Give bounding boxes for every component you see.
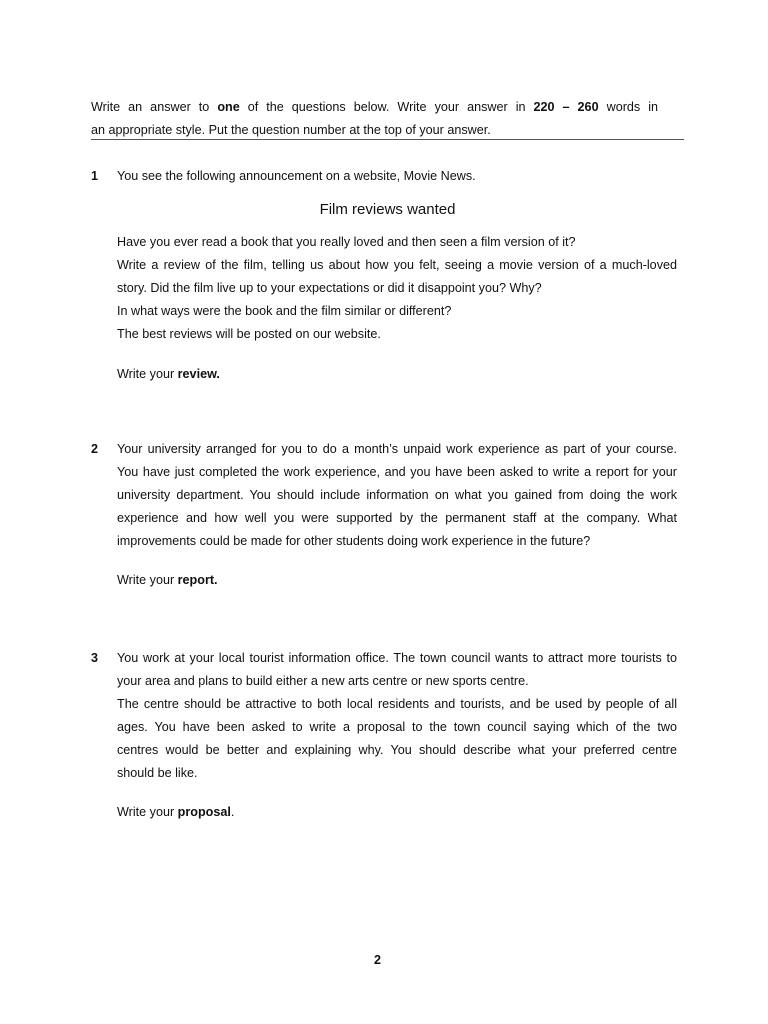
question-3-task-line	[117, 801, 677, 824]
task-type-report: report.	[177, 573, 218, 587]
question-3-body	[117, 647, 677, 785]
question-1-line: Have you ever read a book that you really loved and then seen a film version of it?	[117, 235, 576, 249]
instructions-emphasis-one: one	[217, 100, 240, 114]
question-1-line: The best reviews will be posted on our website.	[117, 327, 381, 341]
question-1-number: 1	[91, 169, 99, 183]
question-2-line: experience and how well you were supported by the permanent staff at the company. What	[117, 511, 677, 525]
question-2-task-line	[117, 569, 677, 592]
instructions-text: Write an answer to	[91, 100, 210, 114]
task-suffix: .	[230, 805, 235, 819]
question-3-line: your area and plans to build either a new arts centre or new sports centre.	[117, 674, 529, 688]
question-1-intro-text: You see the following announcement on a website, Movie News.	[117, 169, 476, 183]
question-3-line: should be like.	[117, 766, 198, 780]
question-2-task	[117, 569, 677, 592]
task-type-proposal: proposal	[177, 805, 231, 819]
word-count-range: 220 – 260	[533, 100, 599, 114]
task-prefix: Write your	[117, 573, 175, 587]
question-1-line: Write a review of the film, telling us about how you felt, seeing a movie version of a much-loved	[117, 258, 677, 272]
question-2-line: improvements could be made for other students doing work experience in the future?	[117, 534, 591, 548]
question-1-line: In what ways were the book and the film similar or different?	[117, 304, 452, 318]
question-3-number: 3	[91, 651, 99, 665]
question-1-line: story. Did the film live up to your expectations or did it disappoint you? Why?	[117, 281, 542, 295]
instructions-text: of the questions below. Write your answer in	[247, 100, 526, 114]
question-3-line: The centre should be attractive to both local residents and tourists, and be used by people of all	[117, 697, 677, 711]
question-2-body	[117, 438, 677, 553]
question-1-task-line	[117, 363, 677, 386]
task-type-review: review.	[177, 367, 220, 381]
question-1-intro	[117, 165, 677, 188]
instructions-line-2: an appropriate style. Put the question number at the top of your answer.	[91, 123, 491, 137]
task-prefix: Write your	[117, 367, 175, 381]
announcement-title: Film reviews wanted	[319, 201, 456, 218]
question-2-line: university department. You should include information on what you gained from doing the work	[117, 488, 677, 502]
question-3-line: centres would be better and explaining why. You should describe what your preferred centre	[117, 743, 677, 757]
divider-line	[91, 139, 684, 140]
question-1-task	[117, 363, 677, 386]
question-2-line: Your university arranged for you to do a month’s unpaid work experience as part of your course.	[117, 442, 677, 456]
question-2-line: You have just completed the work experience, and you have been asked to write a report for your	[117, 465, 677, 479]
question-3-line: You work at your local tourist information office. The town council wants to attract more tourists to	[117, 651, 677, 665]
question-1-body	[117, 231, 677, 346]
instructions-text: words in	[606, 100, 658, 114]
instructions	[91, 96, 658, 142]
page-number: 2	[374, 953, 382, 967]
instructions-line-1	[91, 96, 658, 119]
question-3-task	[117, 801, 677, 824]
question-2-number: 2	[91, 442, 99, 456]
question-3-line: ages. You have been asked to write a proposal to the town council saying which of the two	[117, 720, 677, 734]
task-prefix: Write your	[117, 805, 175, 819]
